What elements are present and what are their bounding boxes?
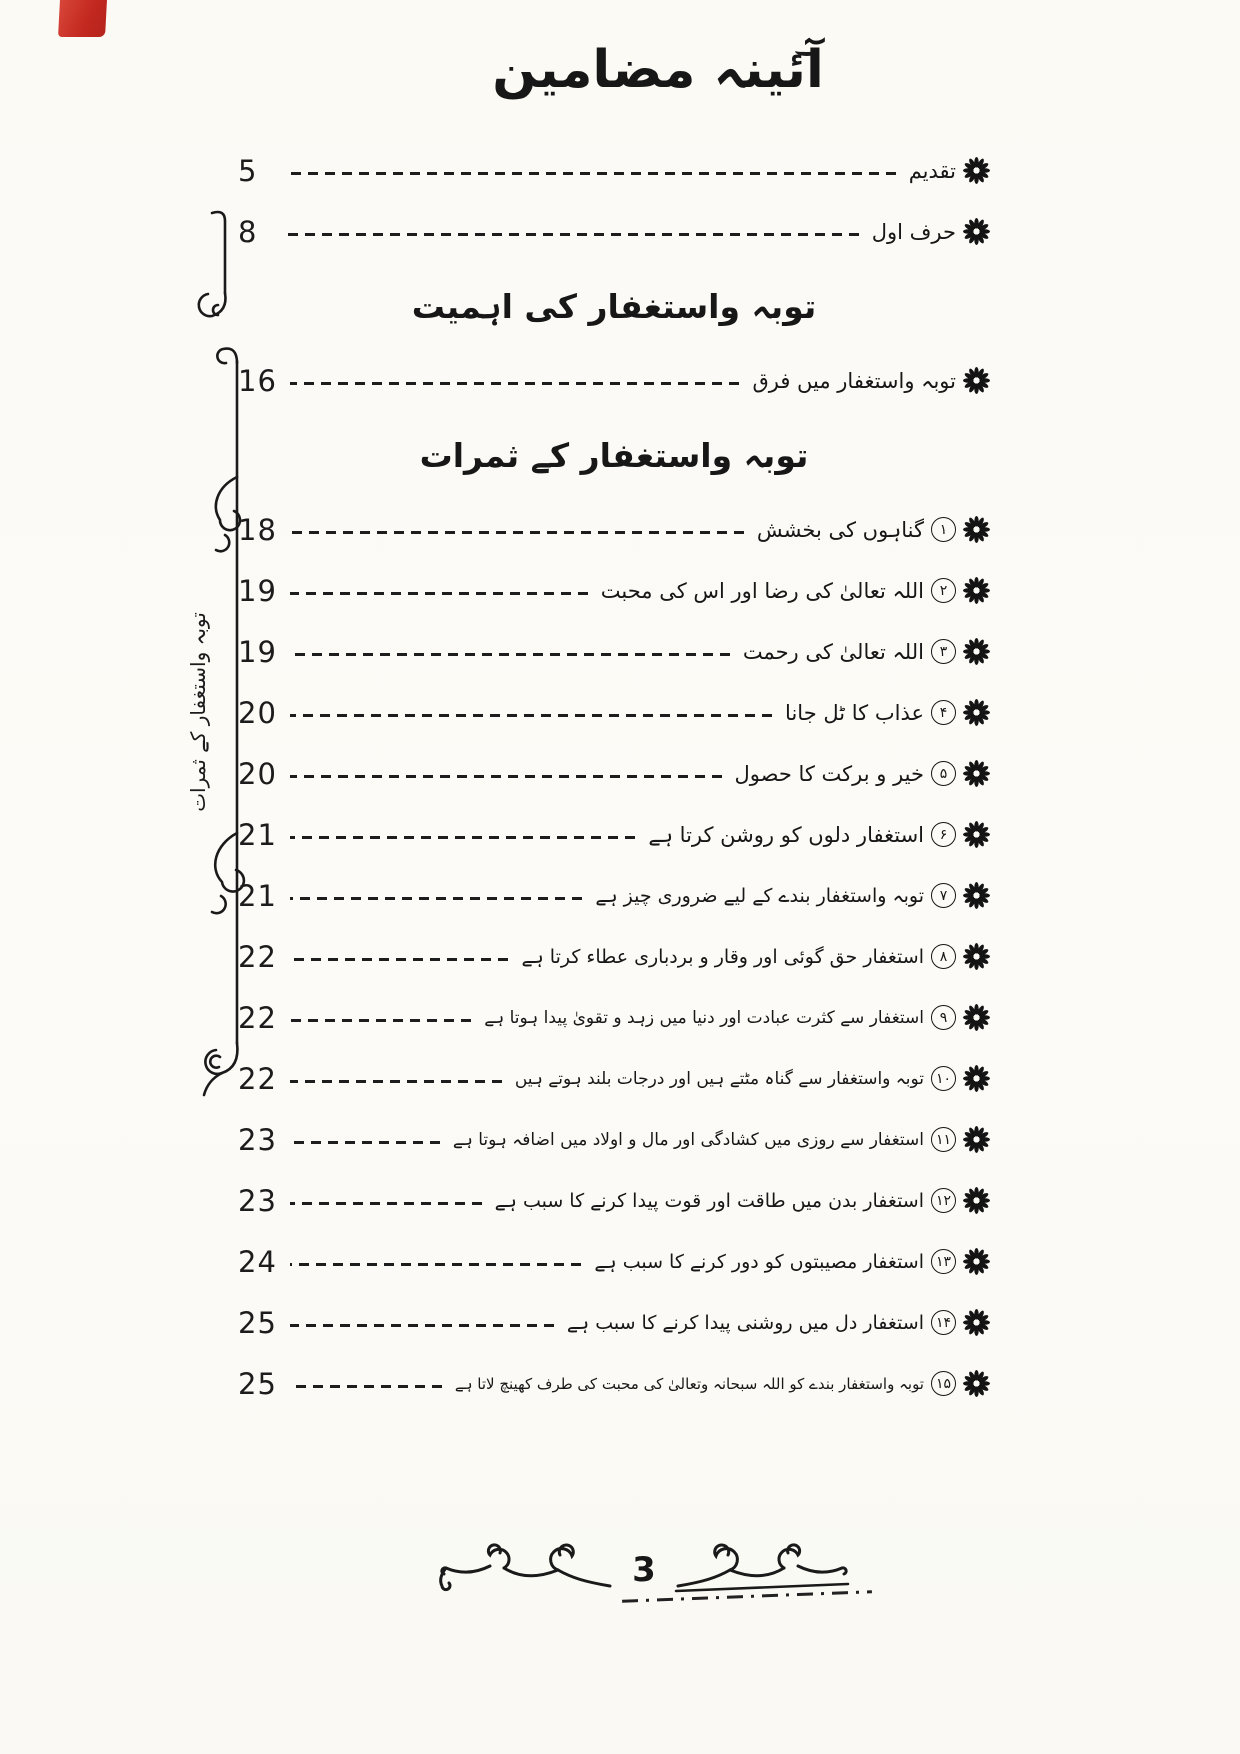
footer-flourish-right-icon [436, 1538, 616, 1602]
entry-number: ۱۲ [935, 1192, 952, 1209]
entry-number: ۶ [939, 826, 948, 843]
entry-number-badge [931, 1066, 956, 1091]
toc-entry-row [238, 140, 990, 201]
entry-number-badge [931, 578, 956, 603]
entry-page-number: 21 [238, 817, 277, 852]
entry-page-number: 20 [238, 695, 277, 730]
entry-page-number: 20 [238, 756, 277, 791]
flower-rosette-icon [963, 1248, 990, 1275]
entry-number: ۱ [939, 521, 948, 538]
dotted-leader [290, 836, 635, 839]
dotted-leader [290, 1263, 581, 1266]
flower-rosette-icon [963, 218, 990, 245]
flower-rosette-icon [963, 699, 990, 726]
toc-entry-row [238, 499, 990, 560]
entry-page-number: 5 [238, 153, 258, 188]
entry-number: ۱۴ [935, 1314, 952, 1331]
flower-rosette-icon [963, 516, 990, 543]
entry-number-badge [931, 1188, 956, 1213]
dotted-leader [290, 531, 744, 534]
flower-rosette-icon [963, 882, 990, 909]
dotted-leader [290, 714, 772, 717]
entry-page-number: 19 [238, 573, 277, 608]
toc-entry-row [238, 987, 990, 1048]
section-heading-text: توبہ واستغفار کے ثمرات [419, 435, 809, 475]
entry-title: استغفار حق گوئی اور وقار و بردباری عطاء کرتا ہے [521, 945, 924, 968]
toc-entry-row [238, 560, 990, 621]
toc-entry-row [238, 350, 990, 411]
entry-number: ۳ [939, 643, 948, 660]
toc-entry-row [238, 201, 990, 262]
entry-page-number: 8 [238, 214, 258, 249]
entry-page-number: 23 [238, 1122, 277, 1157]
entry-title: گناہوں کی بخشش [756, 517, 924, 542]
entry-title: استغفار مصیبتوں کو دور کرنے کا سبب ہے [594, 1250, 924, 1273]
entry-number: ۷ [939, 887, 948, 904]
flower-rosette-icon [963, 157, 990, 184]
entry-title: حرف اول [871, 219, 956, 244]
toc-entry-row [238, 1231, 990, 1292]
entry-number: ۵ [939, 765, 948, 782]
footer-page-number: 3 [632, 1550, 656, 1590]
flower-rosette-icon [963, 367, 990, 394]
dotted-leader [290, 653, 730, 656]
entry-title: عذاب کا ٹل جانا [785, 700, 924, 725]
entry-page-number: 16 [238, 363, 277, 398]
entry-number-badge [931, 1310, 956, 1335]
dotted-leader [290, 382, 740, 385]
toc-entry-row [238, 1109, 990, 1170]
entry-title: توبہ واستغفار میں فرق [752, 368, 956, 393]
entry-number-badge [931, 1249, 956, 1274]
entry-title: اللہ تعالیٰ کی رحمت [742, 639, 924, 664]
entry-number: ۱۳ [935, 1253, 952, 1270]
toc-entry-row [238, 621, 990, 682]
flower-rosette-icon [963, 943, 990, 970]
entry-title: استغفار دل میں روشنی پیدا کرنے کا سبب ہے [566, 1311, 924, 1334]
entry-page-number: 22 [238, 1000, 277, 1035]
page-footer [404, 1526, 884, 1614]
dotted-leader [290, 1080, 502, 1083]
entry-page-number: 22 [238, 939, 277, 974]
entry-number-badge [931, 1005, 956, 1030]
entry-title: توبہ واستغفار سے گناہ مٹتے ہیں اور درجات بلند ہوتے ہیں [514, 1069, 924, 1089]
entry-title: خیر و برکت کا حصول [734, 761, 924, 786]
entry-page-number: 25 [238, 1366, 277, 1401]
entry-page-number: 24 [238, 1244, 277, 1279]
entry-number-badge [931, 517, 956, 542]
entry-page-number: 22 [238, 1061, 277, 1096]
page-title: آئینہ مضامین [492, 40, 824, 100]
margin-side-label: توبہ واستغفار کے ثمرات [185, 612, 210, 812]
toc-list [238, 140, 990, 1414]
flower-rosette-icon [963, 638, 990, 665]
entry-number: ۹ [939, 1009, 948, 1026]
entry-number-badge [931, 883, 956, 908]
margin-side-label-wrap [164, 586, 232, 838]
entry-title: توبہ واستغفار بندے کو اللہ سبحانہ وتعالیٰ کی محبت کی طرف کھینچ لاتا ہے [454, 1374, 924, 1393]
dotted-leader [290, 775, 722, 778]
toc-entry-row [238, 1048, 990, 1109]
entry-number-badge [931, 700, 956, 725]
flower-rosette-icon [963, 577, 990, 604]
entry-title: استغفار بدن میں طاقت اور قوت پیدا کرنے کا سبب ہے [494, 1189, 924, 1212]
flower-rosette-icon [963, 1065, 990, 1092]
entry-number: ۱۵ [935, 1375, 952, 1392]
entry-page-number: 25 [238, 1305, 277, 1340]
flower-rosette-icon [963, 1309, 990, 1336]
toc-entry-row [238, 1292, 990, 1353]
entry-number-badge [931, 822, 956, 847]
scan-red-edge-artifact [58, 0, 107, 37]
entry-number-badge [931, 761, 956, 786]
entry-number-badge [931, 1371, 956, 1396]
entry-number-badge [931, 1127, 956, 1152]
dotted-leader [290, 958, 509, 961]
toc-entry-row [238, 1353, 990, 1414]
toc-entry-row [238, 743, 990, 804]
entry-title: اللہ تعالیٰ کی رضا اور اس کی محبت [600, 578, 924, 603]
flower-rosette-icon [963, 1004, 990, 1031]
dotted-leader [290, 1324, 554, 1327]
flower-rosette-icon [963, 821, 990, 848]
entry-title: استغفار سے روزی میں کشادگی اور مال و اولاد میں اضافہ ہوتا ہے [452, 1130, 924, 1150]
dotted-leader [290, 1385, 442, 1388]
dotted-leader [290, 1202, 482, 1205]
entry-number-badge [931, 639, 956, 664]
flower-rosette-icon [963, 1187, 990, 1214]
entry-number: ۱۱ [935, 1131, 952, 1148]
section-heading-text: توبہ واستغفار کی اہمیت [411, 286, 817, 326]
entry-title: استغفار سے کثرت عبادت اور دنیا میں زہد و تقویٰ پیدا ہوتا ہے [484, 1008, 924, 1028]
dotted-leader [290, 1019, 471, 1022]
entry-number: ۴ [939, 704, 948, 721]
dotted-leader [287, 233, 859, 236]
entry-title: توبہ واستغفار بندے کے لیے ضروری چیز ہے [595, 884, 924, 907]
toc-entry-row [238, 804, 990, 865]
entry-page-number: 18 [238, 512, 277, 547]
toc-entry-row [238, 865, 990, 926]
entry-number-badge [931, 944, 956, 969]
flower-rosette-icon [963, 760, 990, 787]
entry-page-number: 23 [238, 1183, 277, 1218]
entry-number: ۲ [939, 582, 948, 599]
entry-page-number: 19 [238, 634, 277, 669]
flower-rosette-icon [963, 1370, 990, 1397]
entry-number: ۱۰ [935, 1070, 952, 1087]
dotted-leader [290, 592, 588, 595]
toc-section-heading [238, 262, 990, 350]
toc-entry-row [238, 1170, 990, 1231]
entry-page-number: 21 [238, 878, 277, 913]
toc-entry-row [238, 682, 990, 743]
entry-title: تقدیم [908, 158, 956, 183]
dotted-leader [287, 172, 896, 175]
toc-section-heading [238, 411, 990, 499]
entry-title: استغفار دلوں کو روشن کرتا ہے [648, 822, 924, 847]
toc-entry-row [238, 926, 990, 987]
dotted-leader [290, 897, 582, 900]
flower-rosette-icon [963, 1126, 990, 1153]
dotted-leader [290, 1141, 440, 1144]
entry-number: ۸ [939, 948, 948, 965]
